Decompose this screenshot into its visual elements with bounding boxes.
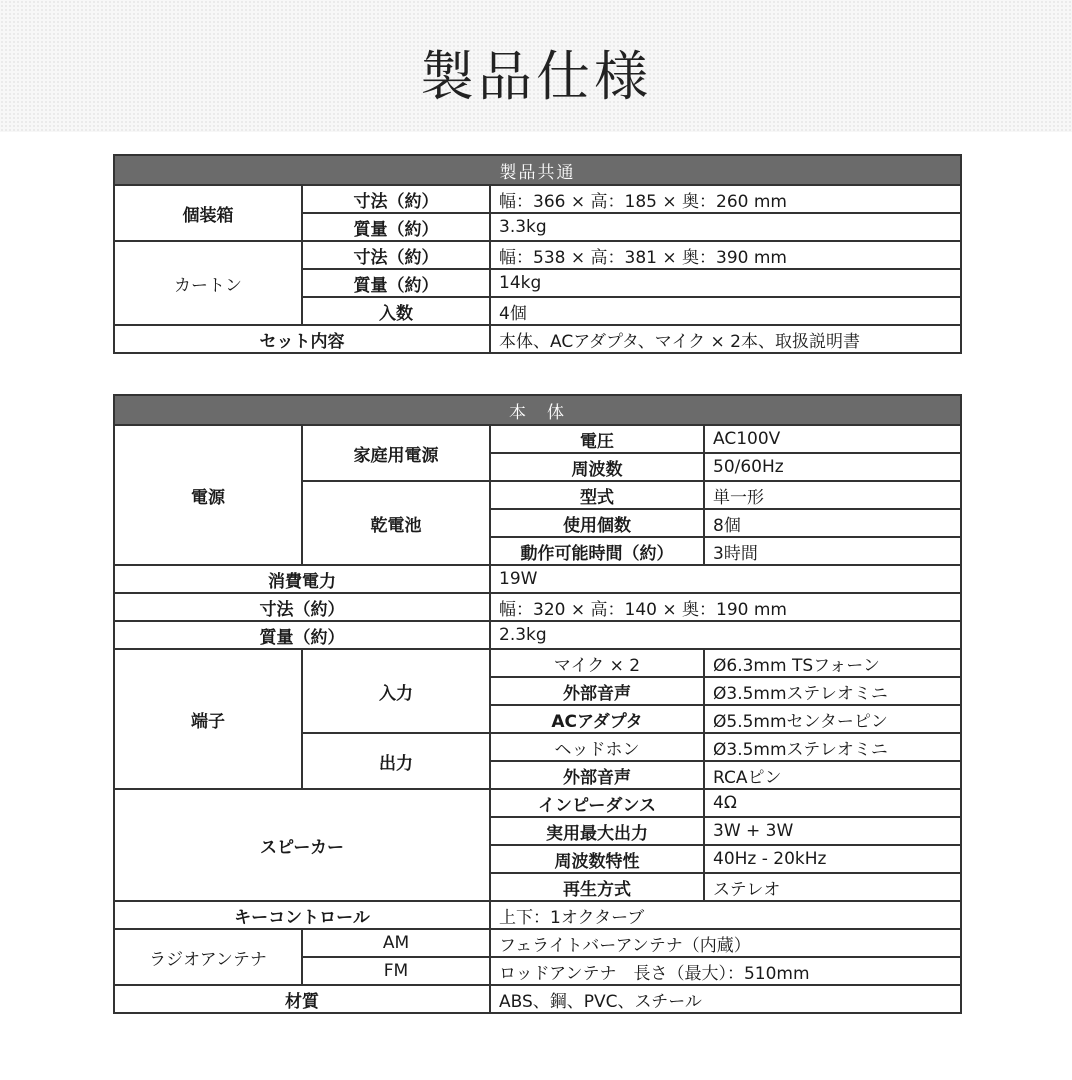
voltage-value: AC100V xyxy=(704,425,961,453)
fm-label: FM xyxy=(302,957,490,985)
set-contents-value: 本体、ACアダプタ、マイク × 2本、取扱説明書 xyxy=(490,325,961,353)
ext-output-value: RCAピン xyxy=(704,761,961,789)
body-spec-table xyxy=(113,394,962,1014)
ext-input-value: Ø3.5mmステレオミニ xyxy=(704,677,961,705)
consumption-label: 消費電力 xyxy=(114,565,490,593)
headphone-value: Ø3.5mmステレオミニ xyxy=(704,733,961,761)
box-mass-value: 3.3kg xyxy=(490,213,961,241)
carton-qty-value: 4個 xyxy=(490,297,961,325)
box-dim-value: 幅：366 × 高：185 × 奥：260 mm xyxy=(490,185,961,213)
box-dim-label: 寸法（約） xyxy=(302,185,490,213)
max-output-label: 実用最大出力 xyxy=(490,817,704,845)
am-value: フェライトバーアンテナ（内蔵） xyxy=(490,929,961,957)
mic-input-value: Ø6.3mm TSフォーン xyxy=(704,649,961,677)
consumption-value: 19W xyxy=(490,565,961,593)
set-contents-label: セット内容 xyxy=(114,325,490,353)
frequency-value: 50/60Hz xyxy=(704,453,961,481)
battery-count-value: 8個 xyxy=(704,509,961,537)
material-label: 材質 xyxy=(114,985,490,1013)
playback-mode-value: ステレオ xyxy=(704,873,961,901)
battery-type-value: 単一形 xyxy=(704,481,961,509)
home-power-label: 家庭用電源 xyxy=(302,425,490,481)
terminals-label: 端子 xyxy=(114,649,302,789)
box-label: 個装箱 xyxy=(114,185,302,241)
carton-qty-label: 入数 xyxy=(302,297,490,325)
carton-mass-value: 14kg xyxy=(490,269,961,297)
ext-output-label: 外部音声 xyxy=(490,761,704,789)
impedance-value: 4Ω xyxy=(704,789,961,817)
power-label: 電源 xyxy=(114,425,302,565)
speaker-label: スピーカー xyxy=(114,789,490,901)
voltage-label: 電圧 xyxy=(490,425,704,453)
carton-label: カートン xyxy=(114,241,302,325)
max-output-value: 3W + 3W xyxy=(704,817,961,845)
key-control-label: キーコントロール xyxy=(114,901,490,929)
body-dimensions-value: 幅：320 × 高：140 × 奥：190 mm xyxy=(490,593,961,621)
input-label: 入力 xyxy=(302,649,490,733)
key-control-value: 上下：1オクターブ xyxy=(490,901,961,929)
mic-input-label: マイク × 2 xyxy=(490,649,704,677)
carton-mass-label: 質量（約） xyxy=(302,269,490,297)
ac-input-label: ACアダプタ xyxy=(490,705,704,733)
am-label: AM xyxy=(302,929,490,957)
carton-dim-label: 寸法（約） xyxy=(302,241,490,269)
ac-input-value: Ø5.5mmセンターピン xyxy=(704,705,961,733)
fm-value: ロッドアンテナ 長さ（最大）：510mm xyxy=(490,957,961,985)
body-header: 本 体 xyxy=(114,395,961,425)
carton-dim-value: 幅：538 × 高：381 × 奥：390 mm xyxy=(490,241,961,269)
body-mass-label: 質量（約） xyxy=(114,621,490,649)
body-mass-value: 2.3kg xyxy=(490,621,961,649)
freq-response-label: 周波数特性 xyxy=(490,845,704,873)
headphone-label: ヘッドホン xyxy=(490,733,704,761)
battery-type-label: 型式 xyxy=(490,481,704,509)
ext-input-label: 外部音声 xyxy=(490,677,704,705)
antenna-label: ラジオアンテナ xyxy=(114,929,302,985)
output-label: 出力 xyxy=(302,733,490,789)
freq-response-value: 40Hz - 20kHz xyxy=(704,845,961,873)
common-spec-table xyxy=(113,154,962,354)
battery-time-value: 3時間 xyxy=(704,537,961,565)
common-header: 製品共通 xyxy=(114,155,961,185)
playback-mode-label: 再生方式 xyxy=(490,873,704,901)
box-mass-label: 質量（約） xyxy=(302,213,490,241)
body-dimensions-label: 寸法（約） xyxy=(114,593,490,621)
material-value: ABS、鋼、PVC、スチール xyxy=(490,985,961,1013)
page-title: 製品仕様 xyxy=(420,45,652,108)
battery-count-label: 使用個数 xyxy=(490,509,704,537)
battery-label: 乾電池 xyxy=(302,481,490,565)
battery-time-label: 動作可能時間（約） xyxy=(490,537,704,565)
frequency-label: 周波数 xyxy=(490,453,704,481)
impedance-label: インピーダンス xyxy=(490,789,704,817)
